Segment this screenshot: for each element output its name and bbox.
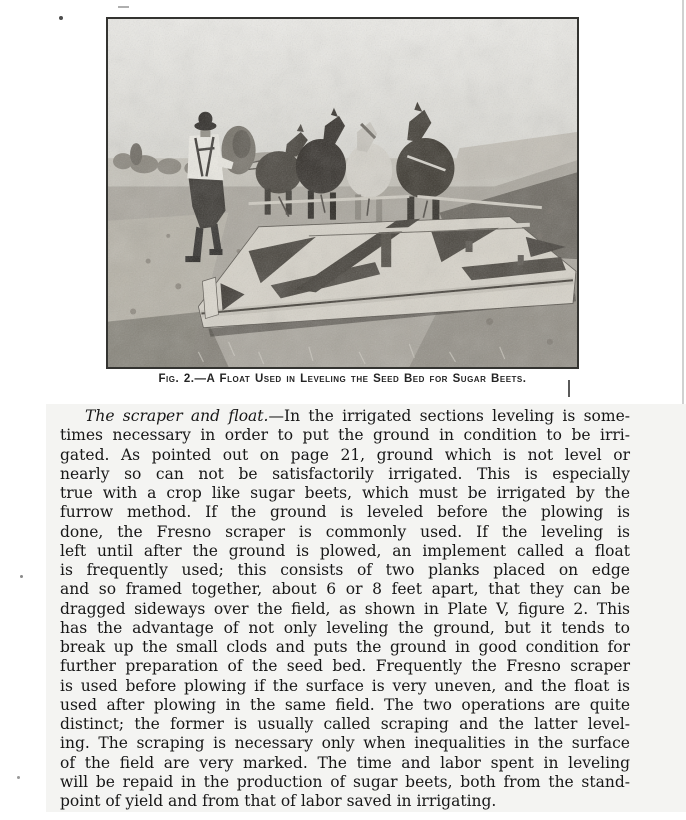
text-line: furrow method. If the ground is leveled before the plowing is xyxy=(60,503,630,522)
page-edge-scan-line xyxy=(682,0,684,404)
photo-grain-fine xyxy=(108,19,577,367)
text-line: gated. As pointed out on page 21, ground which is not level or xyxy=(60,445,630,464)
ink-speck xyxy=(17,776,20,779)
text-line: is used before plowing if the surface is very uneven, and the float is xyxy=(60,676,630,695)
text-line-rest: —In the irrigated sections leveling is some- xyxy=(268,407,630,425)
body-text-block xyxy=(46,404,686,812)
text-line: is frequently used; this consists of two planks placed on edge xyxy=(60,561,630,579)
text-line xyxy=(60,407,630,426)
text-line: true with a crop like sugar beets, which must be irrigated by the xyxy=(60,484,630,502)
ink-speck xyxy=(59,16,63,20)
paragraph-scraper-and-float xyxy=(60,407,630,811)
text-line: will be repaid in the production of sugar beets, both from the stand- xyxy=(60,772,630,791)
text-line: point of yield and from that of labor saved in irrigating. xyxy=(60,792,497,810)
text-line: ing. The scraping is necessary only when inequalities in the surface xyxy=(60,734,630,753)
text-line: times necessary in order to put the ground in condition to be irri- xyxy=(60,426,630,445)
text-line: further preparation of the seed bed. Frequently the Fresno scraper xyxy=(60,657,630,676)
figure-caption: Fig. 2.—A Float Used in Leveling the Seed Bed for Sugar Beets. xyxy=(158,373,527,385)
text-line: break up the small clods and puts the ground in good condition for xyxy=(60,638,630,656)
text-line: has the advantage of not only leveling the ground, but it tends to xyxy=(60,618,630,637)
ink-speck xyxy=(20,575,23,578)
text-line: left until after the ground is plowed, an implement called a float xyxy=(60,541,630,560)
text-line: of the field are very marked. The time and labor spent in leveling xyxy=(60,753,630,772)
text-line: and so framed together, about 6 or 8 feet apart, that they can be xyxy=(60,580,630,599)
text-line: done, the Fresno scraper is commonly used. If the leveling is xyxy=(60,522,630,541)
text-line: dragged sideways over the field, as shown in Plate V, figure 2. This xyxy=(60,599,630,618)
float-photo-scene xyxy=(108,19,577,367)
text-line: nearly so can not be satisfactorily irrigated. This is especially xyxy=(60,464,630,483)
paragraph-lead-italic: The scraper and float. xyxy=(85,407,269,425)
ink-dash xyxy=(118,6,129,8)
photo-float-leveling xyxy=(106,17,579,369)
text-line: used after plowing in the same field. The two operations are quite xyxy=(60,695,630,714)
text-line: distinct; the former is usually called scraping and the latter level- xyxy=(60,715,630,733)
